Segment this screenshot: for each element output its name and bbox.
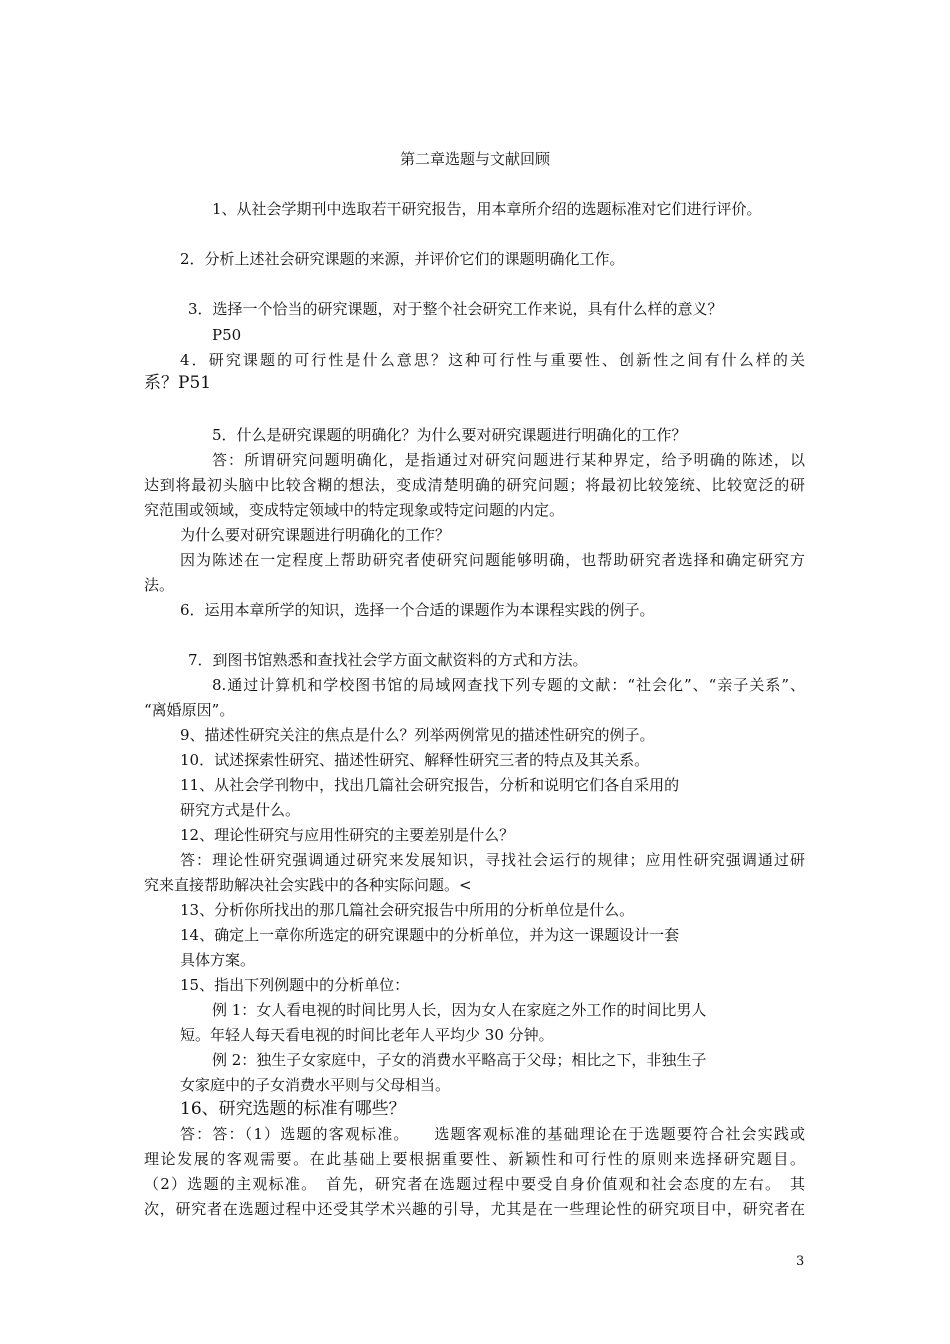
question-8: 8.通过计算机和学校图书馆的局域网查找下列专题的文献：“社会化”、“亲子关系”、 [212, 676, 805, 694]
question-2: 2．分析上述社会研究课题的来源，并评价它们的课题明确化工作。 [180, 250, 625, 268]
answer-5-line-2: 达到将最初头脑中比较含糊的想法，变成清楚明确的研究问题；将最初比较笼统、比较宽泛的研 [144, 476, 805, 494]
question-9: 9、描述性研究关注的焦点是什么？列举两例常见的描述性研究的例子。 [180, 726, 655, 744]
question-7: 7．到图书馆熟悉和查找社会学方面文献资料的方式和方法。 [188, 651, 588, 669]
question-14: 14、确定上一章你所选定的研究课题中的分析单位，并为这一课题设计一套 [180, 926, 680, 944]
page-number: 3 [796, 1254, 805, 1269]
example-2-line-2: 女家庭中的子女消费水平则与父母相当。 [180, 1076, 451, 1094]
question-1: 1、从社会学期刊中选取若干研究报告，用本章所介绍的选题标准对它们进行评价。 [212, 200, 762, 218]
question-3: 3．选择一个恰当的研究课题，对于整个社会研究工作来说，具有什么样的意义？ [188, 300, 723, 318]
question-11: 11、从社会学刊物中，找出几篇社会研究报告，分析和说明它们各自采用的 [180, 776, 680, 794]
question-13: 13、分析你所找出的那几篇社会研究报告中所用的分析单位是什么。 [180, 901, 635, 919]
question-6: 6．运用本章所学的知识，选择一个合适的课题作为本课程实践的例子。 [180, 601, 655, 619]
question-4-continued: 系？P51 [144, 373, 212, 393]
answer-16-line-1: 答：答：（1）选题的客观标准。 选题客观标准的基础理论在于选题要符合社会实践或 [180, 1125, 805, 1143]
answer-5-line-1: 答：所谓研究问题明确化，是指通过对研究问题进行某种界定，给予明确的陈述，以 [212, 451, 805, 469]
question-5: 5．什么是研究课题的明确化？为什么要对研究课题进行明确化的工作？ [212, 426, 687, 444]
question-8-continued: “离婚原因”。 [144, 701, 235, 719]
answer-5-line-3: 究范围或领域，变成特定领域中的特定现象或特定问题的内定。 [144, 501, 565, 519]
question-10: 10．试述探索性研究、描述性研究、解释性研究三者的特点及其关系。 [180, 751, 650, 769]
answer-12-line-1: 答：理论性研究强调通过研究来发展知识，寻找社会运行的规律；应用性研究强调通过研 [180, 851, 805, 869]
answer-5-line-5: 法。 [144, 576, 175, 594]
question-14-continued: 具体方案。 [180, 951, 256, 969]
question-11-continued: 研究方式是什么。 [180, 801, 301, 819]
question-15: 15、指出下列例题中的分析单位： [180, 976, 410, 994]
answer-5-line-4: 因为陈述在一定程度上帮助研究者使研究问题能够明确，也帮助研究者选择和确定研究方 [180, 551, 805, 569]
question-16: 16、研究选题的标准有哪些？ [180, 1099, 406, 1119]
example-1-line-2: 短。年轻人每天看电视的时间比老年人平均少 30 分钟。 [180, 1026, 554, 1044]
example-2-line-1: 例 2：独生子女家庭中，子女的消费水平略高于父母；相比之下，非独生子 [212, 1051, 707, 1069]
answer-16-line-2: 理论发展的客观需要。在此基础上要根据重要性、新颖性和可行性的原则来选择研究题目。 [144, 1150, 805, 1168]
question-4: 4．研究课题的可行性是什么意思？这种可行性与重要性、创新性之间有什么样的关 [180, 351, 805, 369]
answer-5-subquestion: 为什么要对研究课题进行明确化的工作？ [180, 526, 451, 544]
example-1-line-1: 例 1：女人看电视的时间比男人长，因为女人在家庭之外工作的时间比男人 [212, 1001, 707, 1019]
page-reference-p50: P50 [212, 326, 242, 344]
answer-16-line-3: （2）选题的主观标准。 首先，研究者在选题过程中要受自身价值观和社会态度的左右。 其 [144, 1175, 805, 1193]
question-12: 12、理论性研究与应用性研究的主要差别是什么？ [180, 826, 515, 844]
answer-16-line-4: 次，研究者在选题过程中还受其学术兴趣的引导，尤其是在一些理论性的研究项目中，研究者在 [144, 1200, 805, 1218]
answer-12-line-2: 究来直接帮助解决社会实践中的各种实际问题。< [144, 876, 472, 894]
page-title: 第二章选题与文献回顾 [399, 150, 550, 168]
